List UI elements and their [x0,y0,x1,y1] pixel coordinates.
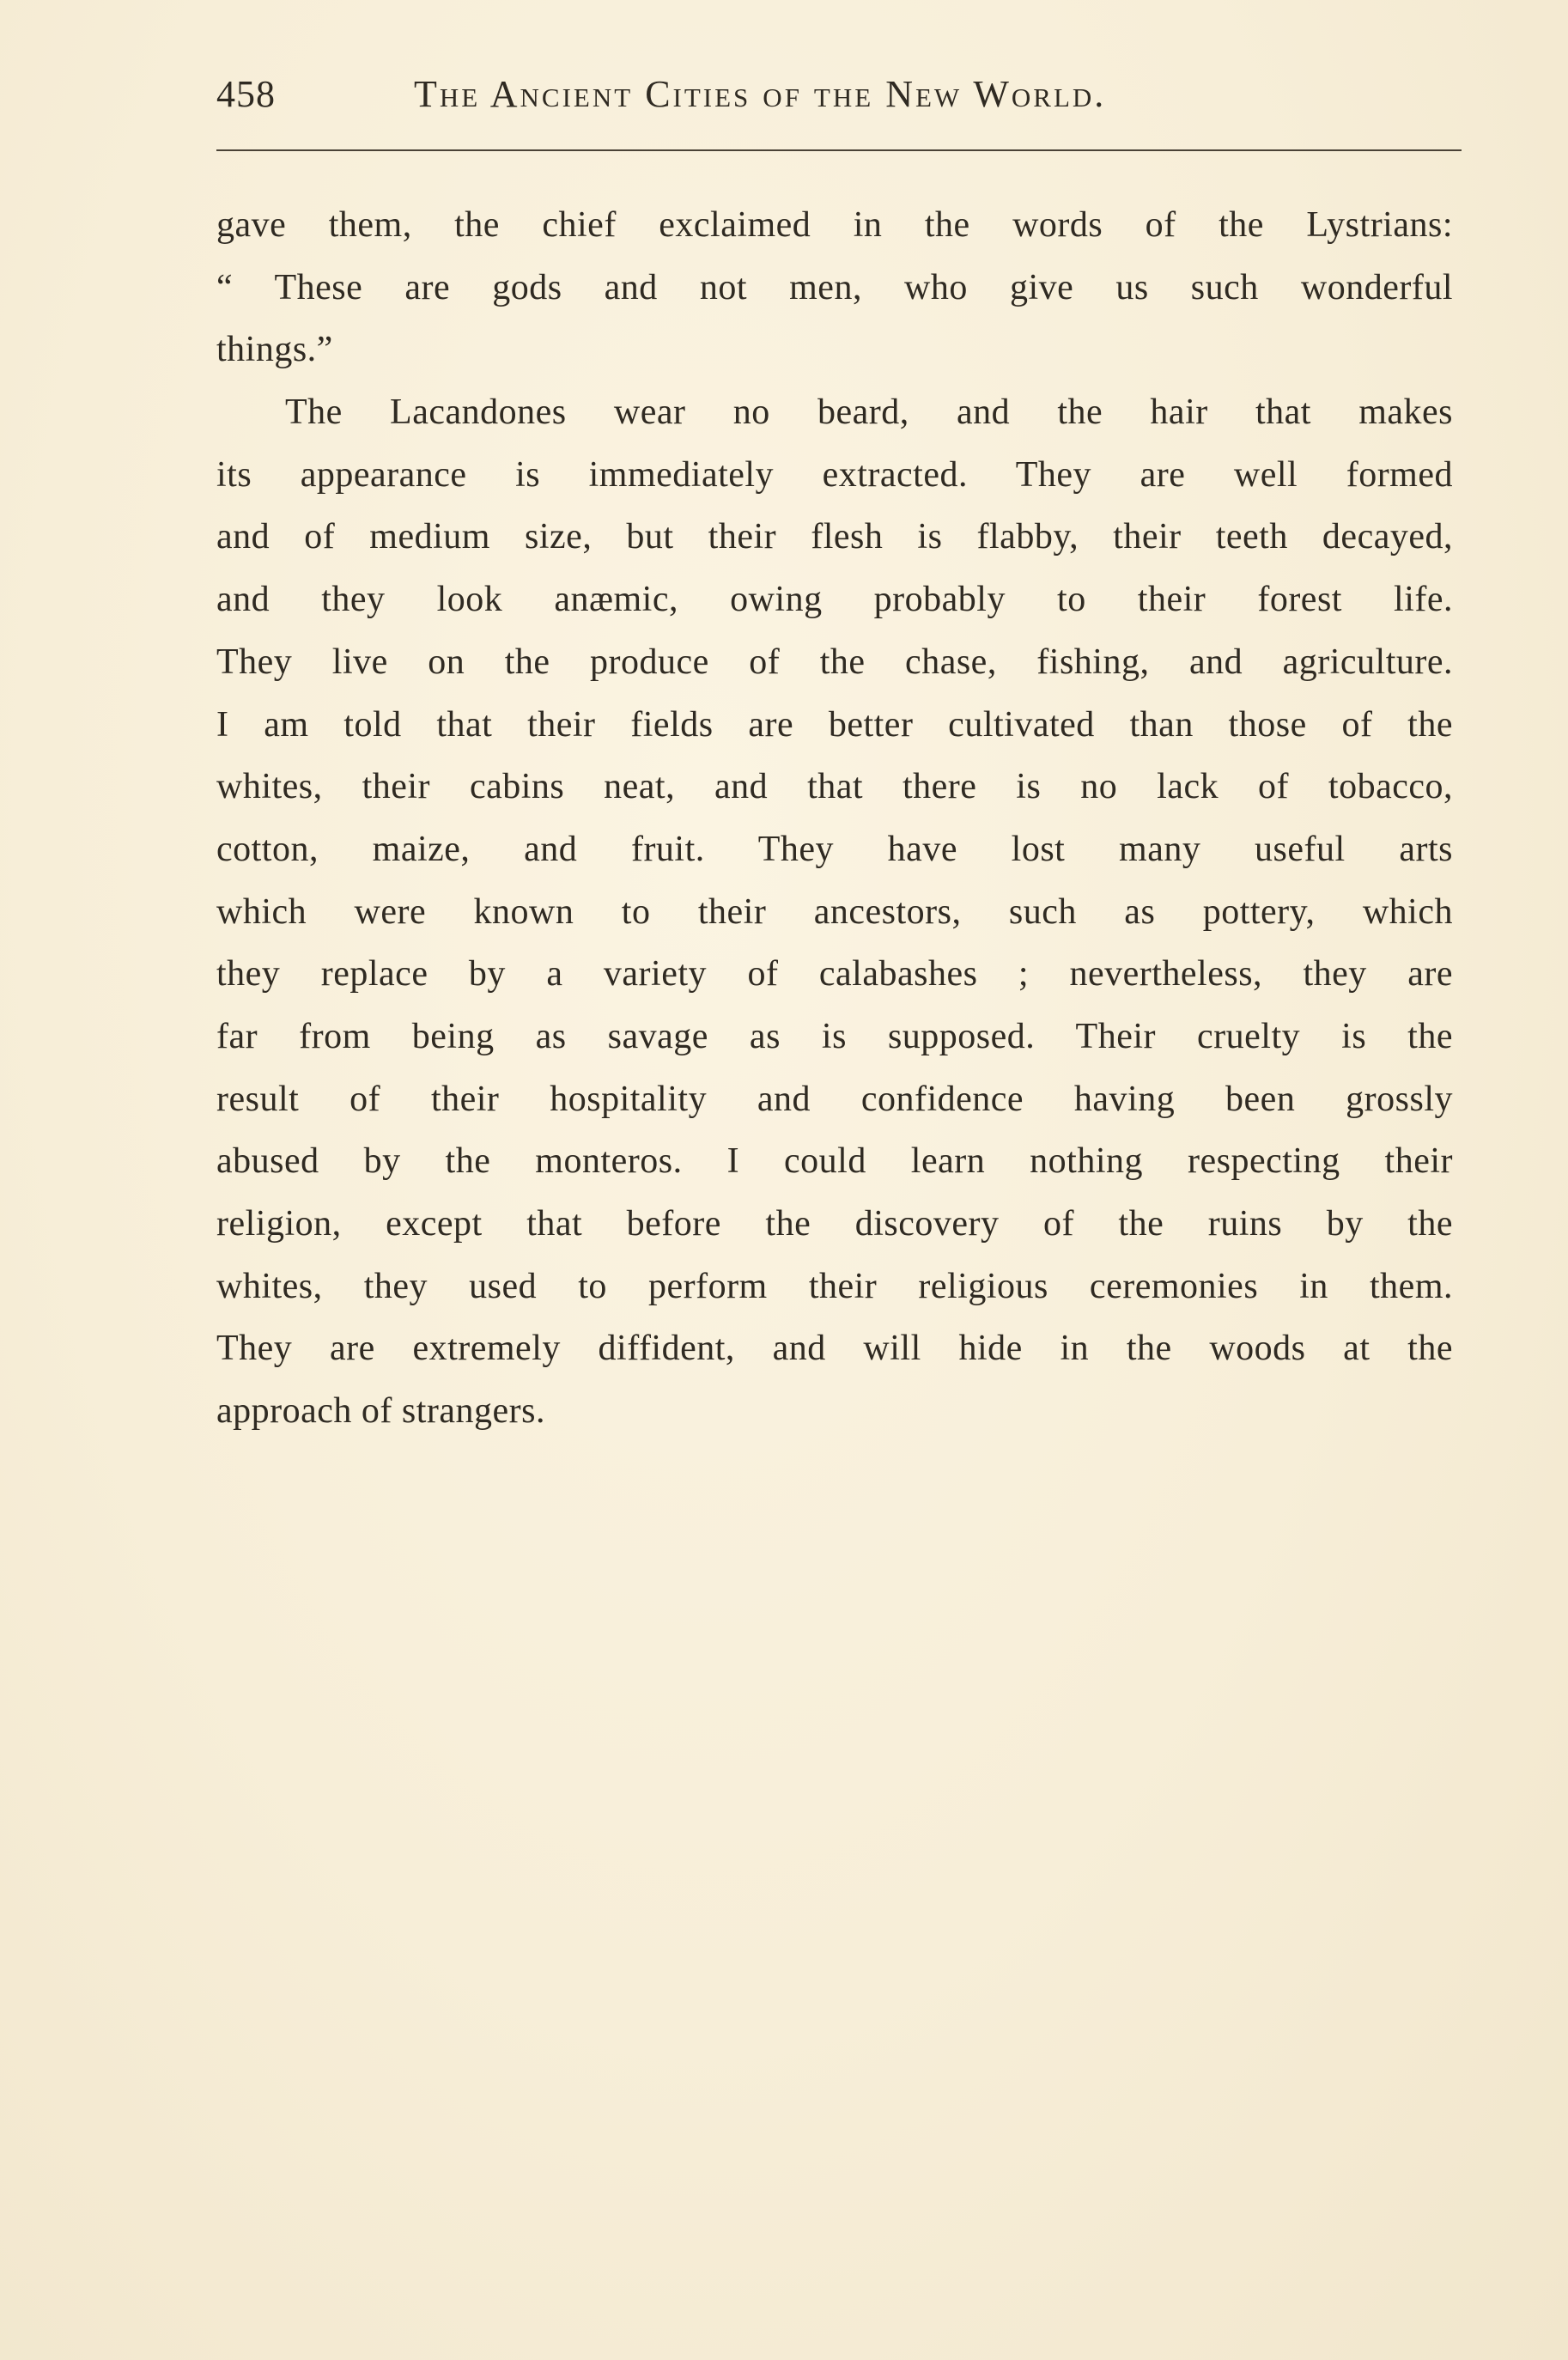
text-line: whites, their cabins neat, and that there is no lack of tobacco, [216,767,1453,807]
text-line: which were known to their ancestors, such as pottery, which [216,891,1453,932]
text-line: its appearance is immediately extracted. They are well formed [216,454,1453,495]
text-line: and they look anæmic, owing probably to their forest life. [216,580,1453,620]
page-number: 458 [216,73,276,115]
text-line: things.” [216,330,333,370]
text-line: They are extremely diffident, and will hide in the woods at the [216,1329,1453,1369]
header-rule [216,149,1462,151]
running-header [216,67,1462,119]
text-line: They live on the produce of the chase, fishing, and agriculture. [216,642,1453,682]
text-line: abused by the monteros. I could learn nothing respecting their [216,1141,1453,1182]
text-line: “ These are gods and not men, who give us such wonderful [216,267,1453,307]
text-line: religion, except that before the discovery of the ruins by the [216,1204,1453,1244]
text-line: approach of strangers. [216,1391,546,1432]
text-line: The Lacandones wear no beard, and the hair that makes [285,392,1453,433]
text-line: gave them, the chief exclaimed in the words of the Lystrians: [216,205,1453,245]
text-line: they replace by a variety of calabashes ; nevertheless, they are [216,954,1453,994]
text-line: far from being as savage as is supposed. Their cruelty is the [216,1016,1453,1056]
text-line: I am told that their fields are better cultivated than those of the [216,704,1453,745]
body-text [216,194,1453,1443]
text-line: whites, they used to perform their religious ceremonies in them. [216,1266,1453,1306]
running-title: The Ancient Cities of the New World. [414,73,1107,115]
text-line: and of medium size, but their flesh is flabby, their teeth decayed, [216,517,1453,557]
text-line: result of their hospitality and confidence having been grossly [216,1079,1453,1119]
text-line: cotton, maize, and fruit. They have lost many useful arts [216,829,1453,869]
